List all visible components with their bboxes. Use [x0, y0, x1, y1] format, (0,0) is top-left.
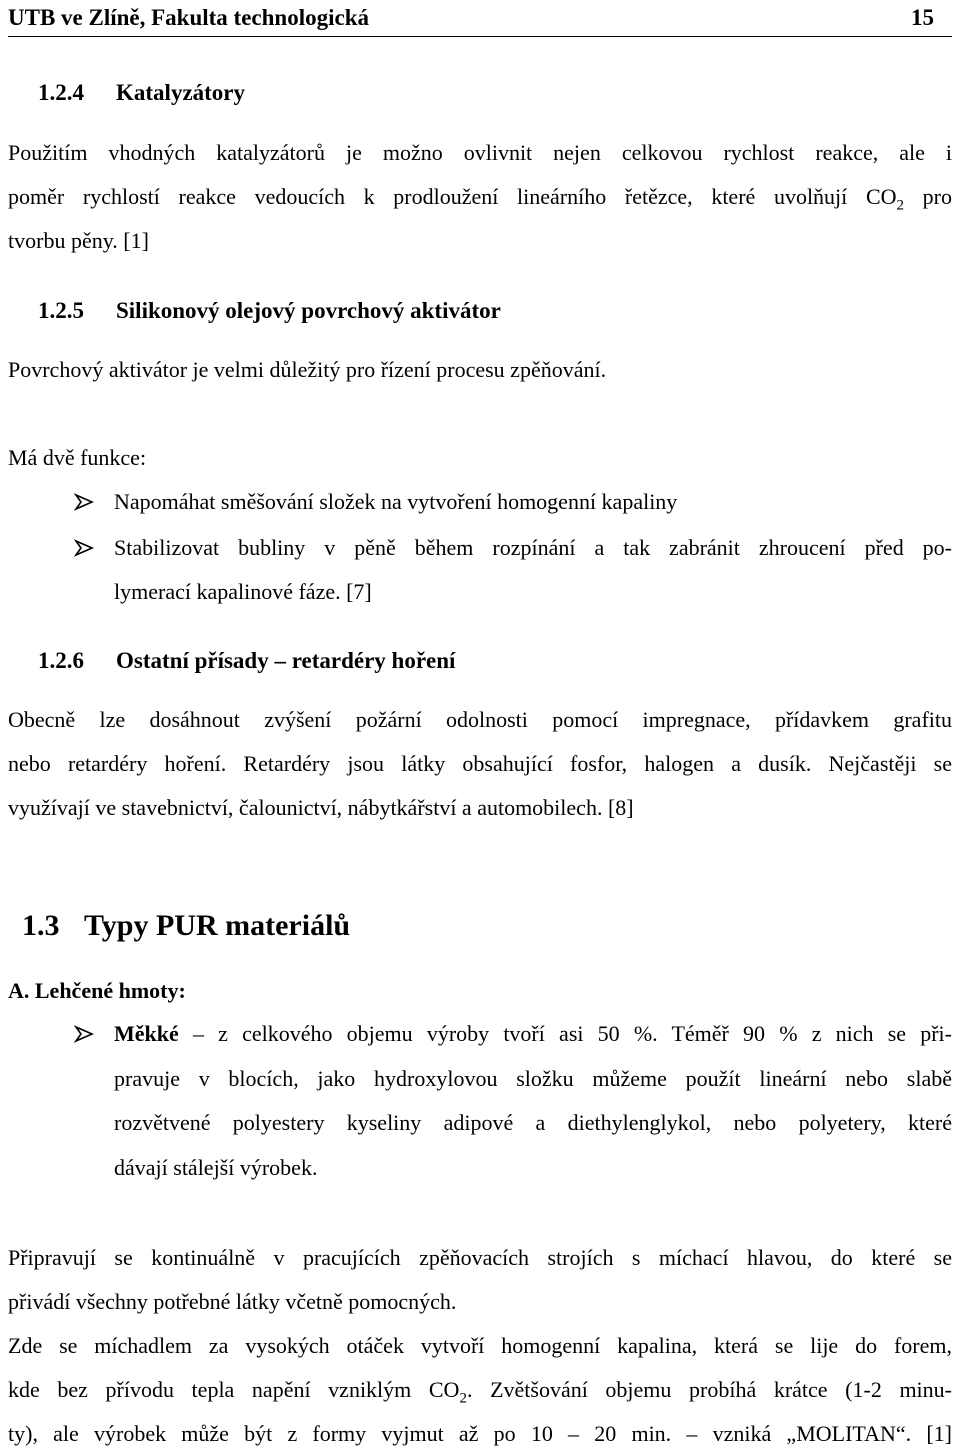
arrowhead-bullet-icon: [74, 538, 94, 558]
paragraph-line: tvorbu pěny. [1]: [8, 228, 149, 253]
functions-label: Má dvě funkce:: [8, 445, 147, 470]
section-number: 1.3: [22, 909, 60, 942]
arrowhead-bullet-icon: [74, 492, 94, 512]
section-number: 1.2.4: [38, 80, 84, 105]
bullet-item: Napomáhat směšování složek na vytvoření homogenní kapaliny: [114, 489, 678, 514]
page-number: 15: [911, 5, 934, 30]
section-number: 1.2.6: [38, 648, 84, 673]
paragraph-line: nebo retardéry hoření. Retardéry jsou látky obsahující fosfor, halogen a dusík. Nejčastěji se: [8, 751, 952, 776]
paragraph-line: kde bez přívodu tepla napění vzniklým $CO_2$. Zvětšování objemu probíhá krátce (1-2 minu-: [8, 1377, 952, 1407]
section-title: Ostatní přísady – retardéry hoření: [116, 648, 456, 673]
paragraph-line: využívají ve stavebnictví, čalounictví, nábytkářství a automobilech. [8]: [8, 795, 634, 820]
heading-1-2-6: [38, 648, 455, 674]
header-title: UTB ve Zlíně, Fakulta technologická: [8, 5, 369, 30]
bullet-item-continuation: pravuje v blocích, jako hydroxylovou složku můžeme použít lineární nebo slabě: [114, 1066, 952, 1091]
bullet-item-continuation: rozvětvené polyestery kyseliny adipové a diethylenglykol, nebo polyetery, které: [114, 1110, 952, 1135]
bullet-item: Měkké – z celkového objemu výroby tvoří asi 50 %. Téměř 90 % z nich se při-: [114, 1021, 952, 1046]
section-title: Silikonový olejový povrchový aktivátor: [116, 298, 501, 323]
section-number: 1.2.5: [38, 298, 84, 323]
section-title: Katalyzátory: [116, 80, 246, 105]
subheading: A. Lehčené hmoty:: [8, 978, 186, 1003]
heading-1-2-5: [38, 298, 501, 324]
paragraph-line: ty), ale výrobek může být z formy vyjmut až po 10 – 20 min. – vzniká „MOLITAN“. [1]: [8, 1421, 952, 1446]
subscript: 2: [896, 197, 905, 214]
bullet-item-continuation: lymerací kapalinové fáze. [7]: [114, 579, 372, 604]
bullet-item-continuation: dávají stálejší výrobek.: [114, 1155, 318, 1180]
paragraph-line: Připravují se kontinuálně v pracujících zpěňovacích strojích s míchací hlavou, do které se: [8, 1245, 952, 1270]
bold-term: Měkké: [114, 1021, 179, 1046]
page-header: [8, 0, 952, 37]
subscript: 2: [459, 1390, 467, 1407]
paragraph-line: Povrchový aktivátor je velmi důležitý pro řízení procesu zpěňování.: [8, 357, 607, 382]
paragraph-line: Použitím vhodných katalyzátorů je možno ovlivnit nejen celkovou rychlost reakce, ale i: [8, 140, 952, 165]
arrowhead-bullet-icon: [74, 1024, 94, 1044]
heading-1-3: [22, 909, 350, 943]
paragraph-line: přivádí všechny potřebné látky včetně pomocných.: [8, 1289, 457, 1314]
paragraph-line: Obecně lze dosáhnout zvýšení požární odolnosti pomocí impregnace, přídavkem grafitu: [8, 707, 952, 732]
heading-1-2-4: [38, 80, 245, 106]
paragraph-line: Zde se míchadlem za vysokých otáček vytvoří homogenní kapalina, která se lije do forem,: [8, 1333, 952, 1358]
section-title: Typy PUR materiálů: [84, 909, 351, 942]
bullet-item: Stabilizovat bubliny v pěně během rozpínání a tak zabránit zhroucení před po-: [114, 535, 952, 560]
paragraph-line: poměr rychlostí reakce vedoucích k prodloužení lineárního řetězce, které uvolňují $CO_2$ pro: [8, 184, 953, 214]
